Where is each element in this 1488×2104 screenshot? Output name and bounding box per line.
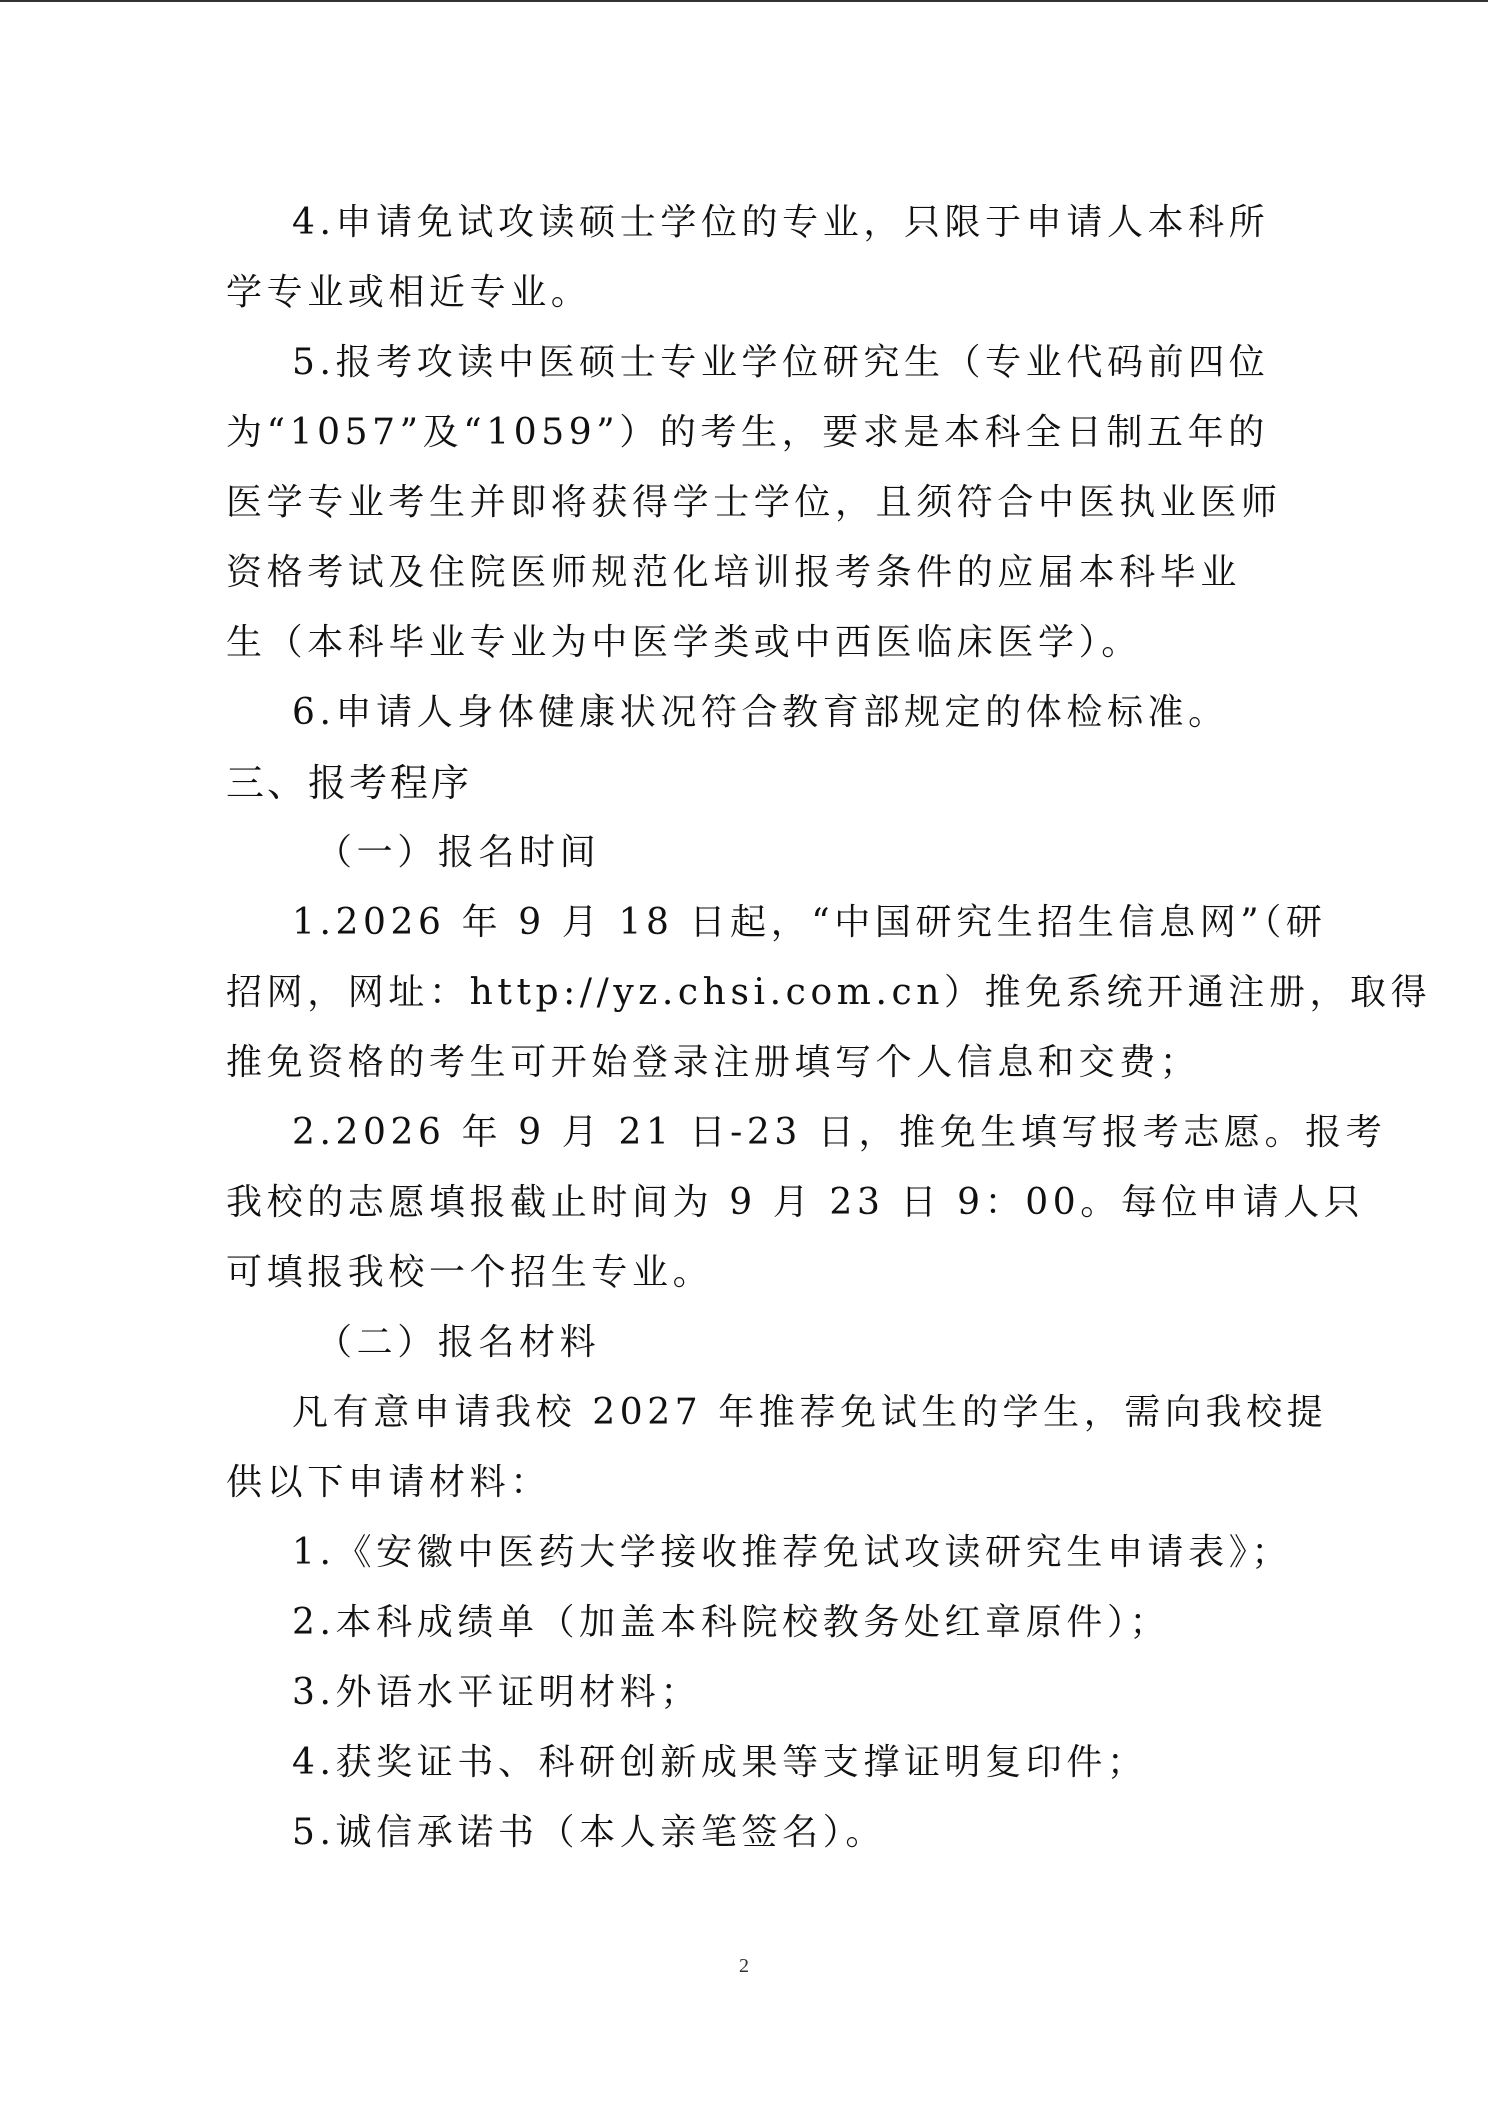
paragraph-line: 生（本科毕业专业为中医学类或中西医临床医学）。 [226,622,1142,663]
list-item: 3.外语水平证明材料； [292,1672,701,1713]
paragraph-line: 6.申请人身体健康状况符合教育部规定的体检标准。 [292,692,1229,733]
paragraph-line: 4.申请免试攻读硕士学位的专业，只限于申请人本科所 [292,202,1270,243]
document-body [226,188,1432,1868]
list-item: 1.《安徽中医药大学接收推荐免试攻读研究生申请表》； [292,1532,1292,1573]
list-item-line: 招网，网址：http://yz.chsi.com.cn）推免系统开通注册，取得 [226,972,1432,1013]
paragraph-line: 学专业或相近专业。 [226,272,592,313]
list-item: 2.本科成绩单（加盖本科院校教务处红章原件）； [292,1602,1171,1643]
list-item-line: 2.2026 年 9 月 21 日-23 日，推免生填写报考志愿。报考 [292,1112,1387,1153]
list-item-line: 推免资格的考生可开始登录注册填写个人信息和交费； [226,1042,1201,1083]
section-heading: 三、报考程序 [226,761,473,805]
paragraph-line: 资格考试及住院医师规范化培训报考条件的应届本科毕业 [226,552,1242,593]
paragraph-line: 供以下申请材料： [226,1462,551,1503]
list-item: 5.诚信承诺书（本人亲笔签名）。 [292,1812,886,1853]
page-top-border [0,0,1488,4]
paragraph-line: 凡有意申请我校 2027 年推荐免试生的学生，需向我校提 [292,1392,1328,1433]
list-item: 4.获奖证书、科研创新成果等支撑证明复印件； [292,1742,1148,1783]
list-item-line: 1.2026 年 9 月 18 日起，“中国研究生招生信息网”（研 [292,902,1327,943]
subsection-heading: （二）报名材料 [316,1322,601,1363]
paragraph-line: 为“1057”及“1059”）的考生，要求是本科全日制五年的 [226,412,1269,453]
subsection-heading: （一）报名时间 [316,832,601,873]
list-item-line: 我校的志愿填报截止时间为 9 月 23 日 9：00。每位申请人只 [226,1182,1365,1223]
page-number: 2 [739,1955,749,1977]
list-item-line: 可填报我校一个招生专业。 [226,1252,714,1293]
paragraph-line: 5.报考攻读中医硕士专业学位研究生（专业代码前四位 [292,342,1270,383]
paragraph-line: 医学专业考生并即将获得学士学位，且须符合中医执业医师 [226,482,1282,523]
